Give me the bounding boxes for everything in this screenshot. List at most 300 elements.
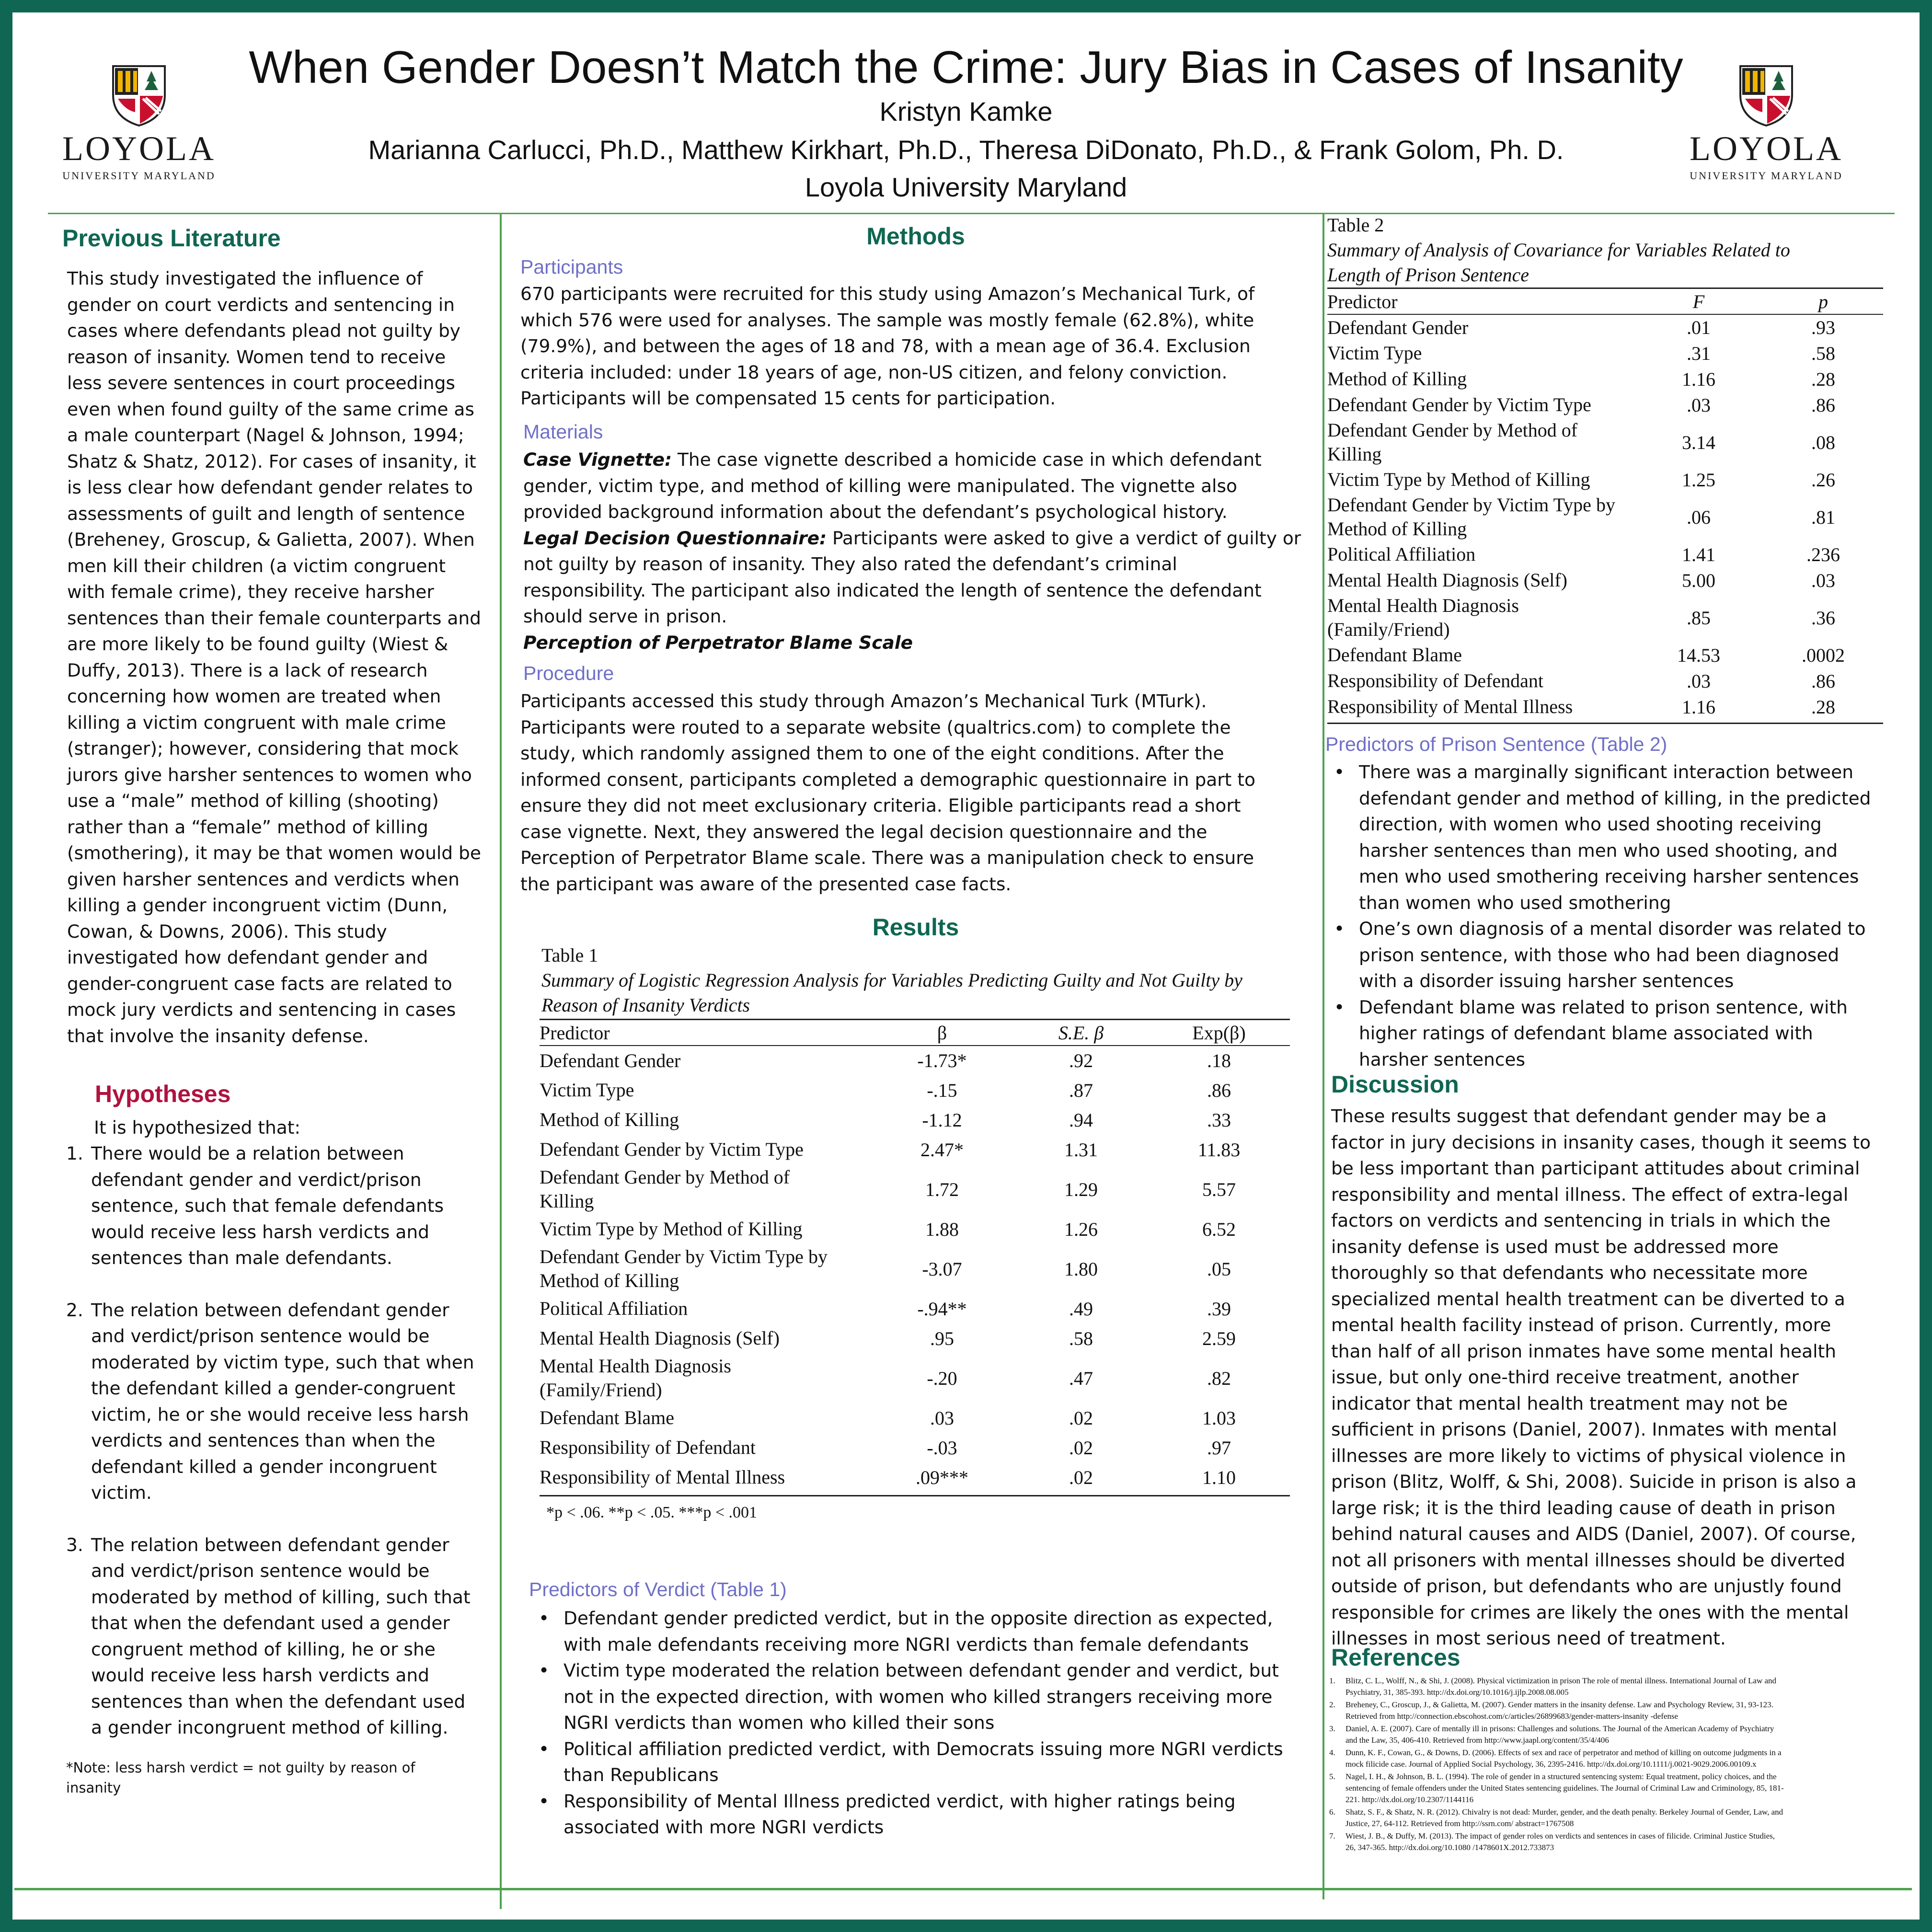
value-cell: .47 [1069, 1367, 1093, 1389]
cell-line: Method of Killing [1327, 368, 1467, 390]
value-cell: 1.16 [1682, 368, 1715, 390]
text-line: informed consent, participants completed a demographic questionnaire in part to [520, 769, 1255, 790]
cell-line: Method of Killing [540, 1109, 679, 1130]
advisors: Marianna Carlucci, Ph.D., Matthew Kirkhart, Ph.D., Theresa DiDonato, Ph.D., & Frank Golom, Ph. D. [368, 135, 1564, 165]
value-cell: 1.25 [1682, 469, 1715, 491]
text-line: is less clear how defendant gender relates to [67, 477, 473, 498]
predictor-cell [540, 1403, 870, 1433]
hypothesis-number: 2. [66, 1299, 83, 1321]
reference-line: Breheney, C., Groscup, J., & Galietta, M. (2007). Gender matters in the insanity defense. Law and Psychology Review, 31, 93-123. [1346, 1700, 1773, 1709]
cell-line: Mental Health Diagnosis [540, 1355, 731, 1377]
text-line: men kill their children (a victim congruent [67, 555, 446, 576]
value-cell: .36 [1811, 607, 1835, 629]
text-line: Participants accessed this study through Amazon’s Mechanical Turk (MTurk). [520, 690, 1207, 712]
text-line: • One’s own diagnosis of a mental disorder was related to [1359, 918, 1866, 939]
cell-line: Political Affiliation [540, 1298, 688, 1319]
predictor-cell [540, 1135, 870, 1164]
value-cell: .03 [1687, 394, 1711, 416]
table-row [540, 1105, 1290, 1135]
reference-item [1324, 1675, 1899, 1698]
value-cell: .92 [1069, 1050, 1093, 1071]
value-cell: -3.07 [922, 1258, 962, 1280]
text-line: insanity defense is used must be addressed more [1331, 1236, 1779, 1257]
text-line: given harsher sentences and verdicts when [67, 868, 460, 890]
text-line: • Responsibility of Mental Illness predicted verdict, with higher ratings being [564, 1790, 1236, 1812]
text-line: use a “male” method of killing (shooting) [67, 790, 439, 811]
value-cell: .39 [1207, 1298, 1231, 1320]
reference-item [1324, 1771, 1899, 1806]
text-line: than Republicans [564, 1764, 719, 1785]
text-line: This study investigated the influence of [67, 268, 423, 289]
value-cell: 1.10 [1202, 1466, 1236, 1488]
bullet-item [564, 1657, 1320, 1736]
reference-line: Shatz, S. F., & Shatz, N. R. (2012). Chivalry is not dead: Murder, gender, and the death penalty. Berkeley Journal of Gender, Law, and [1346, 1807, 1783, 1817]
reference-line: mock filicide case. Journal of Applied Social Psychology, 36, 2395-2416. http://dx.doi.org/10.1111/j.0021-9029.2006.00109.x [1346, 1760, 1757, 1769]
table2-label: Table 2 [1327, 214, 1384, 236]
column-divider-left [500, 213, 502, 1909]
predictor-cell [1327, 593, 1634, 642]
materials-text: Case Vignette: The case vignette described a homicide case in which defendant gender, victim type, and method of killing were manipulated. The vignette also provided background information about the defendant’s psychological history. Legal Decision Questionnaire: Participants were asked to give a verdict of guilty or not guilty by reason of insanity. They also rated the defendant’s criminal responsibility. The participant also indicated the length of sentence the defendant should serve in prison. Perception of Perpetrator Blame Scale [523, 447, 1323, 656]
reference-line: Blitz, C. L., Wolff, N., & Shi, J. (2008). Physical victimization in prison The role of mental illness. International Journal of Law and [1346, 1676, 1777, 1685]
table-row [540, 1294, 1290, 1323]
verdict-bullets [539, 1605, 1320, 1840]
value-cell: -.15 [927, 1079, 957, 1101]
cell-line: Victim Type by Method of Killing [540, 1218, 803, 1240]
predictor-cell [1327, 642, 1634, 668]
loyola-shield-icon [1738, 64, 1794, 127]
text-line: would receive less harsh verdicts and [91, 1221, 429, 1242]
text-line: There would be a relation between [91, 1143, 404, 1164]
text-line: higher ratings of defendant blame associated with [1359, 1023, 1813, 1044]
hypothesis-number: 3. [66, 1534, 83, 1555]
previous-literature-text [67, 265, 498, 1049]
table-header-cell: p [1763, 289, 1883, 314]
value-cell: .86 [1207, 1079, 1231, 1101]
text-line: The relation between defendant gender [91, 1299, 449, 1321]
cell-line: Killing [1327, 443, 1382, 465]
reference-number: 6. [1329, 1807, 1335, 1817]
predictor-cell [540, 1164, 870, 1214]
table1-footnote: *p < .06. **p < .05. ***p < .001 [546, 1504, 758, 1521]
discussion-text [1331, 1103, 1906, 1652]
text-line: illnesses are more likely to victims of physical violence in [1331, 1445, 1846, 1466]
text-line: gender, victim type, and method of killing were manipulated. The vignette also [523, 475, 1237, 496]
predictor-cell [540, 1353, 870, 1403]
text-line: defendant gender and method of killing, in the predicted [1359, 787, 1871, 809]
text-line: not all prisoners with mental illnesses should be diverted [1331, 1549, 1845, 1571]
table-row [540, 1462, 1290, 1492]
table-row [540, 1403, 1290, 1433]
poster [12, 12, 1920, 1920]
procedure-heading: Procedure [523, 662, 614, 684]
value-cell: 5.57 [1202, 1178, 1236, 1200]
value-cell: 2.47* [920, 1138, 964, 1161]
value-cell: .86 [1811, 670, 1835, 692]
table-row [1327, 668, 1883, 694]
predictor-cell [1327, 541, 1634, 567]
author: Kristyn Kamke [879, 96, 1053, 126]
table-row [1327, 314, 1883, 340]
table-row [540, 1214, 1290, 1244]
text-line: (Breheney, Groscup, & Galietta, 2007). When [67, 529, 475, 550]
reference-number: 3. [1329, 1724, 1335, 1733]
value-cell: 5.00 [1682, 569, 1715, 591]
predictor-cell [540, 1462, 870, 1492]
poster-title: When Gender Doesn’t Match the Crime: Jury Bias in Cases of Insanity [249, 42, 1683, 93]
text-line: defendant gender and verdict/prison [91, 1169, 422, 1190]
hypothesis-number: 1. [66, 1143, 83, 1164]
text-line: responsibility. The participant also indicated the length of sentence the defendant [523, 579, 1262, 601]
text-line: sentences than their female counterparts and [67, 607, 481, 629]
table1-label: Table 1 [541, 944, 598, 966]
text-line: would receive less harsh verdicts and [91, 1665, 429, 1686]
value-cell: 1.16 [1682, 696, 1715, 718]
predictor-cell [540, 1105, 870, 1135]
table-header-cell: Predictor [540, 1020, 870, 1046]
text-line: cases where defendants plead not guilty by [67, 320, 460, 341]
value-cell: .02 [1069, 1407, 1093, 1429]
table-row [540, 1075, 1290, 1105]
text-line: • Defendant gender predicted verdict, but in the opposite direction as expected, [564, 1608, 1273, 1629]
text-line: not guilty by reason of insanity. They also rated the defendant’s criminal [523, 553, 1177, 575]
predictor-cell [540, 1075, 870, 1105]
text-line: (stranger); however, considering that mock [67, 738, 459, 759]
text-line: 670 participants were recruited for this study using Amazon’s Mechanical Turk, of [520, 283, 1255, 304]
predictor-cell [1327, 467, 1634, 493]
predictor-cell [1327, 418, 1634, 467]
table1-caption [541, 968, 1318, 1018]
hypotheses-heading: Hypotheses [95, 1081, 231, 1107]
cell-line: Mental Health Diagnosis [1327, 595, 1519, 616]
text-line: moderated by method of killing, such that [91, 1586, 471, 1608]
materials-heading: Materials [523, 421, 603, 443]
text-line: are more likely to be found guilty (Wiest & [67, 633, 448, 655]
methods-heading: Methods [866, 223, 965, 250]
bullet-item [1359, 994, 1909, 1073]
references-heading: References [1331, 1644, 1460, 1671]
text-line: and verdict/prison sentence would be [91, 1560, 430, 1581]
value-cell: .03 [930, 1407, 954, 1429]
cell-line: Mental Health Diagnosis (Self) [1327, 569, 1567, 591]
references-list [1324, 1675, 1899, 1854]
cell-line: Method of Killing [1327, 518, 1467, 540]
text-line: (smothering), it may be that women would be [67, 842, 481, 863]
reference-number: 5. [1329, 1772, 1335, 1781]
results-heading: Results [872, 914, 959, 941]
value-cell: -.03 [927, 1437, 957, 1459]
text-line: indicator that mental health treatment may not be [1331, 1392, 1788, 1414]
value-cell: 1.31 [1064, 1138, 1098, 1161]
caption-line: Length of Prison Sentence [1327, 264, 1530, 286]
table-row [1327, 366, 1883, 392]
cell-line: Defendant Gender by Victim Type [1327, 394, 1591, 415]
value-cell: 1.03 [1202, 1407, 1236, 1429]
text-line: prison (Blitz, Wolff, & Shi, 2008). Suicide in prison is also a [1331, 1471, 1857, 1492]
value-cell: .03 [1811, 569, 1835, 591]
cell-line: Responsibility of Defendant [1327, 670, 1544, 691]
text-line: sentences than male defendants. [91, 1247, 392, 1268]
cell-line: (Family/Friend) [540, 1379, 662, 1401]
text-line: verdicts and sentences than when the [91, 1430, 436, 1451]
reference-line: 26, 347-365. http://dx.doi.org/10.1080 /1478601X.2012.733873 [1346, 1843, 1554, 1852]
value-cell: .28 [1811, 368, 1835, 390]
text-line: and verdict/prison sentence would be [91, 1325, 430, 1346]
bullet-item [1359, 759, 1909, 916]
text-line: Participants will be compensated 15 cents for participation. [520, 388, 1056, 409]
loyola-shield-icon [111, 64, 167, 127]
reference-line: Nagel, I. H., & Johnson, B. L. (1994). The role of gender in a structured sentencing system: Equal treatment, policy choices, and the [1346, 1772, 1777, 1781]
value-cell: .87 [1069, 1079, 1093, 1101]
caption-line: Summary of Analysis of Covariance for Variables Related to [1327, 239, 1790, 261]
predictor-cell [540, 1244, 870, 1294]
text-line: men who used smothering receiving harsher sentences [1359, 866, 1859, 887]
cell-line: Victim Type by Method of Killing [1327, 469, 1590, 490]
text-line: rather than a “female” method of killing [67, 816, 428, 838]
value-cell: .49 [1069, 1298, 1093, 1320]
header-divider [48, 213, 1895, 214]
hypothesis-item [66, 1140, 497, 1271]
value-cell: .08 [1811, 431, 1835, 453]
table-row [540, 1353, 1290, 1403]
table-header-row [540, 1020, 1290, 1046]
text-line: direction, with women who used shooting receiving [1359, 814, 1822, 835]
text-line: issue, but only one-third receive treatment, another [1331, 1367, 1799, 1388]
bullet-item [564, 1605, 1320, 1657]
cell-line: Victim Type [1327, 342, 1422, 364]
reference-line: 221. http://dx.doi.org/10.2307/1144116 [1346, 1795, 1474, 1804]
left-logo [53, 64, 225, 208]
hypothesis-item [66, 1297, 497, 1506]
text-line: provided background information about the defendant’s psychological history. [523, 501, 1228, 522]
reference-item [1324, 1747, 1899, 1770]
text-line: Participants were routed to a separate website (qualtrics.com) to complete the [520, 716, 1231, 738]
table-row [540, 1244, 1290, 1294]
reference-line: Psychiatry, 31, 385-393. http://dx.doi.org/10.1016/j.ijlp.2008.08.005 [1346, 1688, 1569, 1697]
value-cell: .93 [1811, 317, 1835, 338]
cell-line: Defendant Gender [540, 1049, 681, 1071]
ldq-label: Legal Decision Questionnaire: [523, 527, 827, 549]
table-row [1327, 567, 1883, 593]
predictor-cell [1327, 366, 1634, 392]
text-line: responsible for crimes are likely the ones with the mental [1331, 1601, 1849, 1623]
text-line: ensure they did not meet exclusionary criteria. Eligible participants read a short [520, 795, 1241, 816]
table-row [540, 1135, 1290, 1164]
predictor-cell [1327, 314, 1634, 340]
value-cell: -1.12 [922, 1109, 962, 1131]
text-line: jurors give harsher sentences to women who [67, 764, 472, 785]
text-line: thoroughly so that defendants who necessitate more [1331, 1262, 1808, 1283]
text-line: assessments of guilt and length of sentence [67, 503, 465, 524]
text-line: with female crime), they receive harsher [67, 581, 434, 602]
text-line: mental health facility instead of prison. Currently, more [1331, 1314, 1831, 1335]
predictor-cell [1327, 493, 1634, 541]
logo-wordmark: LOYOLA [62, 129, 216, 168]
text-line: Cowan, & Downs, 2006). This study [67, 920, 387, 942]
note-line: *Note: less harsh verdict = not guilty by reason of [66, 1760, 415, 1776]
value-cell: 6.52 [1202, 1218, 1236, 1240]
text-line: • Political affiliation predicted verdict, with Democrats issuing more NGRI verdicts [564, 1738, 1283, 1760]
reference-item [1324, 1723, 1899, 1746]
verdict-heading: Predictors of Verdict (Table 1) [529, 1578, 787, 1600]
predictor-cell [540, 1214, 870, 1244]
value-cell: .85 [1687, 607, 1711, 629]
reference-number: 7. [1329, 1831, 1335, 1840]
table-row [1327, 467, 1883, 493]
value-cell: .58 [1811, 342, 1835, 364]
text-line: criteria included: under 18 years of age, non-US citizen, and felony conviction. [520, 361, 1228, 383]
text-line: gender-congruent case facts are related to [67, 973, 452, 994]
text-line: study, which randomly assigned them to one of the eight conditions. After the [520, 743, 1224, 764]
text-line: specialized mental health treatment can be diverted to a [1331, 1288, 1845, 1310]
predictor-cell [1327, 567, 1634, 593]
predictor-cell [1327, 694, 1634, 720]
text-line: be less important than participant attitudes about criminal [1331, 1158, 1860, 1179]
table-header-row [1327, 289, 1883, 314]
table-row [1327, 593, 1883, 642]
table-row [1327, 541, 1883, 567]
text-line: large risk; it is the third leading cause of death in prison [1331, 1497, 1836, 1518]
value-cell: .01 [1687, 317, 1711, 338]
text-line: investigated how defendant gender and [67, 947, 428, 968]
value-cell: 14.53 [1677, 644, 1720, 666]
table-header-cell: β [870, 1020, 1014, 1046]
reference-line: Retrieved from http://connection.ebscohost.com/c/articles/26899683/gender-matters-insanity -defense [1346, 1712, 1679, 1721]
value-cell: .97 [1207, 1437, 1231, 1459]
value-cell: .95 [930, 1327, 954, 1349]
text-line: • There was a marginally significant interaction between [1359, 761, 1853, 782]
note-line: insanity [66, 1780, 121, 1796]
sentence-heading: Predictors of Prison Sentence (Table 2) [1325, 733, 1668, 755]
text-line: should serve in prison. [523, 606, 727, 627]
value-cell: -.94** [917, 1298, 967, 1320]
caption-line: Summary of Logistic Regression Analysis for Variables Predicting Guilty and Not Guilty by [541, 969, 1242, 991]
participants-heading: Participants [520, 256, 623, 278]
reference-number: 4. [1329, 1748, 1335, 1757]
cell-line: Defendant Gender [1327, 316, 1469, 338]
logo-subtitle: UNIVERSITY MARYLAND [62, 170, 216, 182]
text-line: outside of prison, but defendants who are unjustly found [1331, 1576, 1842, 1597]
value-cell: .28 [1811, 696, 1835, 718]
value-cell: .05 [1207, 1258, 1231, 1280]
text-line: responsibility and mental illness. The effect of extra-legal [1331, 1184, 1849, 1205]
blame-scale-label: Perception of Perpetrator Blame Scale [523, 632, 913, 653]
text-line: killing a victim congruent with male crime [67, 712, 446, 733]
reference-line: Dunn, K. F., Cowan, G., & Downs, D. (2006). Effects of sex and race of perpetrator and method of killing on outcome judgments in a [1346, 1748, 1782, 1757]
cell-line: (Family/Friend) [1327, 619, 1450, 640]
cell-line: Defendant Gender by Method of [1327, 419, 1578, 441]
text-line: NGRI verdicts than women who killed their sons [564, 1712, 995, 1733]
text-line: factor in jury decisions in insanity cases, though it seems to [1331, 1131, 1871, 1153]
hypothesis-item [66, 1532, 497, 1741]
reference-line: and the Law, 35, 406-410. Retrieved from http://www.jaapl.org/content/35/4/406 [1346, 1736, 1609, 1745]
table-header-cell: F [1634, 289, 1763, 314]
table-row [1327, 392, 1883, 418]
table-header-cell: Predictor [1327, 289, 1634, 314]
predictor-cell [540, 1323, 870, 1353]
cell-line: Political Affiliation [1327, 543, 1476, 565]
predictor-cell [1327, 668, 1634, 694]
text-line: less severe sentences in court proceedings [67, 372, 455, 393]
cell-line: Victim Type [540, 1079, 634, 1101]
reference-number: 2. [1329, 1700, 1335, 1709]
reference-line: Justice, 27, 64-112. Retrieved from http://ssrn.com/ abstract=1767508 [1346, 1819, 1574, 1828]
reference-item [1324, 1806, 1899, 1829]
value-cell: .06 [1687, 506, 1711, 528]
bullet-item [564, 1788, 1320, 1840]
predictor-cell [1327, 392, 1634, 418]
table-row [540, 1046, 1290, 1075]
text-line: • Defendant blame was related to prison sentence, with [1359, 996, 1848, 1018]
value-cell: .82 [1207, 1367, 1231, 1389]
text-line: with male defendants receiving more NGRI verdicts than female defendants [564, 1633, 1249, 1655]
text-line: a male counterpart (Nagel & Johnson, 1994; [67, 425, 464, 446]
value-cell: 3.14 [1682, 431, 1715, 453]
cell-line: Responsibility of Defendant [540, 1437, 756, 1458]
value-cell: 11.83 [1197, 1138, 1241, 1161]
text-line: gender on court verdicts and sentencing in [67, 294, 455, 315]
table-row [540, 1433, 1290, 1462]
reference-item [1324, 1699, 1899, 1722]
cell-line: Defendant Blame [540, 1407, 674, 1428]
text-line: Perception of Perpetrator Blame scale. There was a manipulation check to ensure [520, 847, 1254, 868]
cell-line: Mental Health Diagnosis (Self) [540, 1327, 780, 1349]
footer-divider [14, 1888, 1912, 1890]
table-header-cell: S.E. β [1014, 1020, 1148, 1046]
value-cell: .81 [1811, 506, 1835, 528]
text-line: concerning how women are treated when [67, 686, 441, 707]
cell-line: Defendant Gender by Victim Type by [1327, 494, 1615, 516]
reference-line: Daniel, A. E. (2007). Care of mentally ill in prisons: Challenges and solutions. The Journal of the American Academy of Psychiatry [1346, 1724, 1774, 1733]
table2-caption [1327, 238, 1883, 288]
reference-item [1324, 1830, 1899, 1853]
cell-line: Defendant Gender by Method of [540, 1166, 790, 1188]
bullet-item [1359, 916, 1909, 994]
text-line: even when found guilty of the same crime as [67, 398, 474, 420]
text-line: moderated by victim type, such that when [91, 1351, 474, 1373]
value-cell: .02 [1069, 1466, 1093, 1488]
value-cell: 1.72 [925, 1178, 959, 1200]
text-line: (79.9%), and between the ages of 18 and 78, with a mean age of 36.4. Exclusion [520, 335, 1251, 356]
text-line: sufficient in prisons (Daniel, 2007). Inmates with mental [1331, 1419, 1837, 1440]
predictor-cell [540, 1433, 870, 1462]
predictor-cell [1327, 340, 1634, 366]
reference-line: Wiest, J. B., & Duffy, M. (2013). The impact of gender roles on verdicts and sentences in cases of filicide. Criminal Justice Studies, [1346, 1831, 1775, 1840]
previous-literature-heading: Previous Literature [62, 225, 281, 252]
value-cell: 1.41 [1682, 543, 1715, 565]
cell-line: Responsibility of Mental Illness [540, 1466, 785, 1488]
logo-subtitle: UNIVERSITY MARYLAND [1690, 170, 1843, 182]
value-cell: 2.59 [1202, 1327, 1236, 1349]
table-row [1327, 694, 1883, 720]
text-line: congruent method of killing, he or she [91, 1638, 436, 1660]
text-line: which 576 were used for analyses. The sample was mostly female (62.8%), white [520, 309, 1254, 331]
sentence-bullets [1334, 759, 1909, 1072]
value-cell: .0002 [1802, 644, 1845, 666]
participants-text [520, 281, 1321, 412]
value-cell: .94 [1069, 1109, 1093, 1131]
value-cell: .58 [1069, 1327, 1093, 1349]
text-line: mock jury verdicts and sentencing in cases [67, 999, 456, 1020]
text-line: defendant killed a gender incongruent [91, 1456, 437, 1477]
predictor-cell [540, 1046, 870, 1075]
cell-line: Method of Killing [540, 1270, 679, 1291]
table-header-cell: Exp(β) [1148, 1020, 1290, 1046]
cell-line: Defendant Gender by Victim Type by [540, 1246, 828, 1267]
table-row [1327, 642, 1883, 668]
value-cell: .02 [1069, 1437, 1093, 1459]
logo-wordmark: LOYOLA [1690, 129, 1843, 168]
cell-line: Defendant Gender by Victim Type [540, 1138, 804, 1160]
